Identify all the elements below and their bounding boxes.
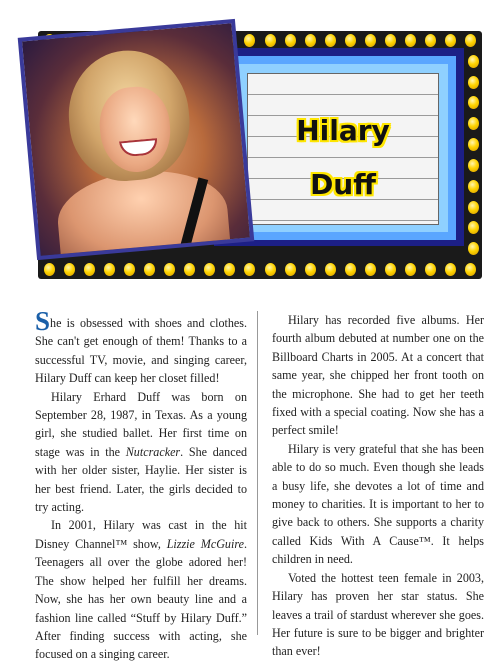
marquee-bulb — [84, 263, 95, 276]
marquee-bulb — [325, 34, 336, 47]
marquee-bulb — [265, 263, 276, 276]
marquee-bulb — [445, 263, 456, 276]
marquee-bulb — [244, 34, 255, 47]
marquee-bulb — [365, 263, 376, 276]
marquee-bulb — [325, 263, 336, 276]
column-divider — [257, 311, 258, 635]
marquee-bulb — [425, 34, 436, 47]
marquee-bulb — [405, 34, 416, 47]
paragraph-text: he is obsessed with shoes and clothes. She can't get enough of them! Thanks to a successful TV, movie, and singing career, Hilary Duff can keep her closet filled! — [35, 316, 247, 386]
page-title-first: Hilary — [296, 114, 390, 147]
paragraph: Voted the hottest teen female in 2003, Hilary has proven her star status. She leaves a trail of stardust wherever she goes. Her future is sure to be bigger and brighter than ever! — [272, 570, 484, 659]
article-right-column — [272, 311, 484, 661]
marquee-bulb — [285, 263, 296, 276]
marquee-bulb — [468, 96, 479, 109]
marquee-bulb — [385, 34, 396, 47]
marquee-bulb — [305, 263, 316, 276]
marquee-bulb — [405, 263, 416, 276]
paragraph-text: . She danced with her older sister, Haylie. Her sister is her best friend. Later, the girls decided to try acting. — [35, 444, 247, 515]
marquee-bulb — [468, 138, 479, 151]
marquee-bulb — [44, 263, 55, 276]
paragraph-text: Hilary Erhard Duff was born on September 28, 1987, in Texas. As a young girl, she studied ballet. Her first time on stage was in the — [35, 389, 247, 459]
marquee-bulb — [224, 263, 235, 276]
marquee-bulb — [468, 76, 479, 89]
marquee-bulb — [345, 263, 356, 276]
page-title-last: Duff — [310, 168, 376, 201]
marquee-bulb — [345, 34, 356, 47]
marquee-bulb — [445, 34, 456, 47]
marquee-bulb — [64, 263, 75, 276]
marquee-bulb — [144, 263, 155, 276]
paragraph — [35, 306, 247, 388]
paragraph-text: In 2001, Hilary was cast in the hit Disney Channel™ show, — [35, 518, 247, 551]
marquee-bulb — [164, 263, 175, 276]
drop-cap: S — [35, 306, 51, 336]
marquee-bulb — [468, 117, 479, 130]
marquee-bulb — [468, 159, 479, 172]
marquee-bulb — [465, 263, 476, 276]
marquee-bulb — [244, 263, 255, 276]
paragraph: Hilary is very grateful that she has been able to do so much. Even though she leads a busy life, she devotes a lot of time and money to charities. It is important to her to give back to others. She supports a charity called Kids With A Cause™. It helps children in need. — [272, 441, 484, 567]
marquee-bulb — [468, 180, 479, 193]
paragraph-text: . Teenagers all over the globe adored her! The show helped her fulfill her dreams. Now, she has her own beauty line and a fashion line called “Stuff by Hilary Duff.” After finding success with acting, she focused on a singing career. — [35, 536, 247, 662]
marquee-bulb — [468, 221, 479, 234]
article-left-column — [35, 306, 247, 664]
marquee-bulb — [385, 263, 396, 276]
marquee-bulb — [468, 201, 479, 214]
paragraph — [35, 388, 247, 517]
marquee-bulb — [465, 34, 476, 47]
marquee-bulb — [265, 34, 276, 47]
marquee-bulb — [285, 34, 296, 47]
marquee-bulb — [425, 263, 436, 276]
marquee-sign — [247, 73, 439, 225]
marquee-bulb — [104, 263, 115, 276]
marquee-bulb — [468, 55, 479, 68]
paragraph — [35, 516, 247, 663]
marquee-bulb — [184, 263, 195, 276]
marquee-bulb — [204, 263, 215, 276]
marquee-bulb — [365, 34, 376, 47]
portrait-photo — [18, 19, 255, 260]
marquee-bulb — [124, 263, 135, 276]
marquee-bulb — [468, 242, 479, 255]
italic-title: Lizzie McGuire — [166, 536, 244, 551]
marquee-bulb — [305, 34, 316, 47]
italic-title: Nutcracker — [125, 444, 181, 459]
paragraph: Hilary has recorded five albums. Her fourth album debuted at number one on the Billboard Charts in 2005. At a concert that same year, she chipped her front tooth on the microphone. She had to get her teeth fixed with a special coating. Now she has a perfect smile! — [272, 313, 484, 438]
